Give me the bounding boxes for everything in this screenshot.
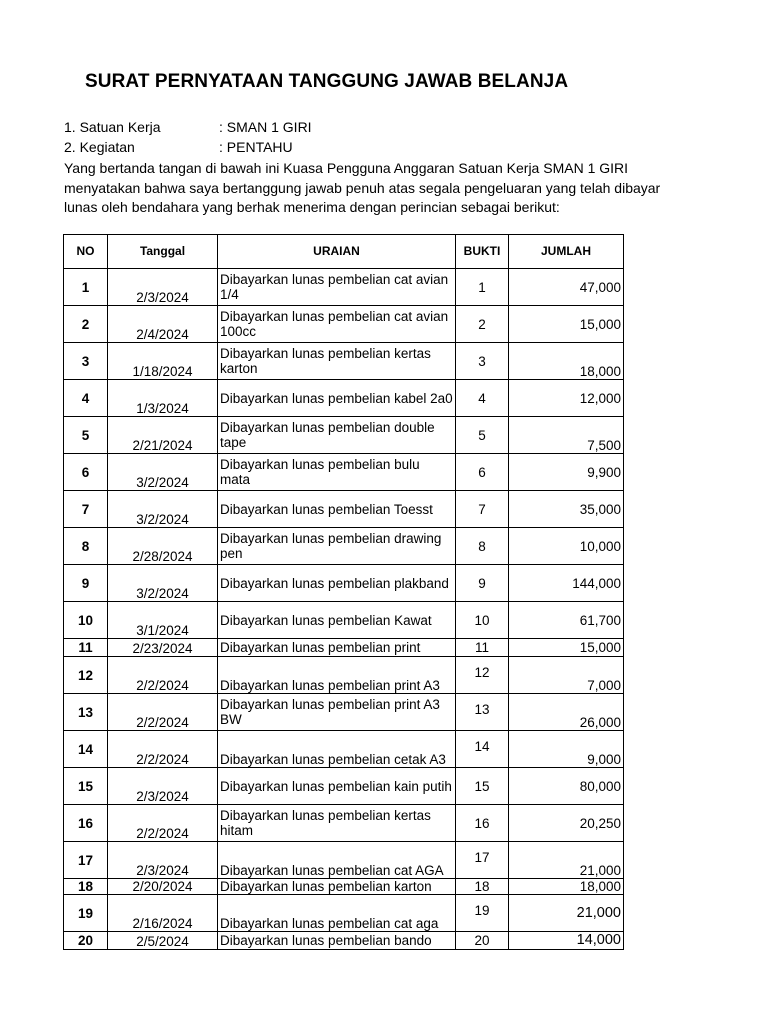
row-tanggal: 2/21/2024 <box>108 417 218 454</box>
kegiatan-label: 2. Kegiatan <box>64 139 135 155</box>
table-row <box>64 842 624 879</box>
header-no: NO <box>64 235 108 269</box>
row-uraian: Dibayarkan lunas pembelian print <box>218 639 456 657</box>
table-row <box>64 306 624 343</box>
row-jumlah: 35,000 <box>509 491 624 528</box>
row-tanggal: 2/4/2024 <box>108 306 218 343</box>
row-tanggal: 2/2/2024 <box>108 805 218 842</box>
row-jumlah: 9,900 <box>509 454 624 491</box>
table-row <box>64 565 624 602</box>
row-uraian: Dibayarkan lunas pembelian Toesst <box>218 491 456 528</box>
row-jumlah: 144,000 <box>509 565 624 602</box>
row-uraian: Dibayarkan lunas pembelian cat avian 100cc <box>218 306 456 343</box>
row-no: 16 <box>64 805 108 842</box>
row-tanggal: 2/3/2024 <box>108 768 218 805</box>
row-bukti: 20 <box>456 932 509 950</box>
table-row <box>64 639 624 657</box>
row-bukti: 9 <box>456 565 509 602</box>
statement-line: Yang bertanda tangan di bawah ini Kuasa Pengguna Anggaran Satuan Kerja SMAN 1 GIRI <box>64 160 629 176</box>
row-no: 9 <box>64 565 108 602</box>
document-title: SURAT PERNYATAAN TANGGUNG JAWAB BELANJA <box>85 71 569 92</box>
row-jumlah: 21,000 <box>509 842 624 879</box>
row-jumlah: 9,000 <box>509 731 624 768</box>
row-bukti: 4 <box>456 380 509 417</box>
row-jumlah: 15,000 <box>509 306 624 343</box>
row-bukti: 8 <box>456 528 509 565</box>
row-uraian: Dibayarkan lunas pembelian bulu mata <box>218 454 456 491</box>
row-no: 6 <box>64 454 108 491</box>
table-row <box>64 380 624 417</box>
header-bukti: BUKTI <box>456 235 509 269</box>
row-tanggal: 3/1/2024 <box>108 602 218 639</box>
table-row <box>64 417 624 454</box>
row-no: 15 <box>64 768 108 805</box>
row-tanggal: 3/2/2024 <box>108 491 218 528</box>
row-uraian: Dibayarkan lunas pembelian plakband <box>218 565 456 602</box>
row-uraian: Dibayarkan lunas pembelian kabel 2a0 <box>218 380 456 417</box>
table-row <box>64 528 624 565</box>
row-no: 13 <box>64 694 108 731</box>
row-jumlah: 15,000 <box>509 639 624 657</box>
row-jumlah: 14,000 <box>509 932 624 950</box>
row-no: 7 <box>64 491 108 528</box>
table-row <box>64 269 624 306</box>
row-no: 10 <box>64 602 108 639</box>
table-row <box>64 694 624 731</box>
row-no: 3 <box>64 343 108 380</box>
row-uraian: Dibayarkan lunas pembelian print A3 BW <box>218 694 456 731</box>
row-jumlah: 80,000 <box>509 768 624 805</box>
row-bukti: 16 <box>456 805 509 842</box>
satuan-kerja-label: 1. Satuan Kerja <box>64 119 161 135</box>
satuan-kerja-line <box>64 119 312 135</box>
satuan-kerja-value: : SMAN 1 GIRI <box>219 119 312 135</box>
row-bukti: 7 <box>456 491 509 528</box>
row-tanggal: 3/2/2024 <box>108 565 218 602</box>
row-bukti: 14 <box>456 731 509 768</box>
row-uraian: Dibayarkan lunas pembelian Kawat <box>218 602 456 639</box>
row-tanggal: 2/16/2024 <box>108 895 218 932</box>
row-no: 19 <box>64 895 108 932</box>
row-bukti: 3 <box>456 343 509 380</box>
row-jumlah: 47,000 <box>509 269 624 306</box>
row-uraian: Dibayarkan lunas pembelian cat aga <box>218 895 456 932</box>
row-no: 12 <box>64 657 108 694</box>
row-no: 1 <box>64 269 108 306</box>
table-header-row <box>64 235 624 269</box>
row-bukti: 1 <box>456 269 509 306</box>
row-bukti: 5 <box>456 417 509 454</box>
row-uraian: Dibayarkan lunas pembelian drawing pen <box>218 528 456 565</box>
row-no: 5 <box>64 417 108 454</box>
header-tanggal: Tanggal <box>108 235 218 269</box>
row-tanggal: 3/2/2024 <box>108 454 218 491</box>
header-jumlah: JUMLAH <box>509 235 624 269</box>
header-uraian: URAIAN <box>218 235 456 269</box>
kegiatan-value: : PENTAHU <box>219 139 293 155</box>
table-row <box>64 343 624 380</box>
row-bukti: 17 <box>456 842 509 879</box>
row-jumlah: 12,000 <box>509 380 624 417</box>
row-uraian: Dibayarkan lunas pembelian kertas karton <box>218 343 456 380</box>
row-uraian: Dibayarkan lunas pembelian double tape <box>218 417 456 454</box>
row-tanggal: 2/3/2024 <box>108 842 218 879</box>
row-tanggal: 1/3/2024 <box>108 380 218 417</box>
row-no: 4 <box>64 380 108 417</box>
row-tanggal: 2/2/2024 <box>108 694 218 731</box>
row-uraian: Dibayarkan lunas pembelian kertas hitam <box>218 805 456 842</box>
row-bukti: 10 <box>456 602 509 639</box>
row-tanggal: 2/28/2024 <box>108 528 218 565</box>
row-bukti: 11 <box>456 639 509 657</box>
row-jumlah: 20,250 <box>509 805 624 842</box>
row-jumlah: 18,000 <box>509 879 624 895</box>
row-bukti: 6 <box>456 454 509 491</box>
row-jumlah: 61,700 <box>509 602 624 639</box>
row-bukti: 2 <box>456 306 509 343</box>
row-no: 20 <box>64 932 108 950</box>
expense-table <box>63 234 624 950</box>
row-uraian: Dibayarkan lunas pembelian print A3 <box>218 657 456 694</box>
row-no: 8 <box>64 528 108 565</box>
kegiatan-line <box>64 139 293 155</box>
row-bukti: 19 <box>456 895 509 932</box>
table-row <box>64 768 624 805</box>
row-no: 2 <box>64 306 108 343</box>
row-uraian: Dibayarkan lunas pembelian cetak A3 <box>218 731 456 768</box>
row-no: 14 <box>64 731 108 768</box>
table-row <box>64 454 624 491</box>
row-no: 11 <box>64 639 108 657</box>
row-tanggal: 2/5/2024 <box>108 932 218 950</box>
row-jumlah: 18,000 <box>509 343 624 380</box>
row-bukti: 13 <box>456 694 509 731</box>
table-row <box>64 932 624 950</box>
row-jumlah: 7,500 <box>509 417 624 454</box>
statement-line: lunas oleh bendahara yang berhak menerima dengan perincian sebagai berikut: <box>64 199 560 215</box>
row-bukti: 18 <box>456 879 509 895</box>
table-row <box>64 491 624 528</box>
row-tanggal: 1/18/2024 <box>108 343 218 380</box>
table-row <box>64 805 624 842</box>
row-no: 17 <box>64 842 108 879</box>
row-tanggal: 2/20/2024 <box>108 879 218 895</box>
row-uraian: Dibayarkan lunas pembelian cat AGA <box>218 842 456 879</box>
row-no: 18 <box>64 879 108 895</box>
row-uraian: Dibayarkan lunas pembelian cat avian 1/4 <box>218 269 456 306</box>
table-row <box>64 879 624 895</box>
row-jumlah: 21,000 <box>509 895 624 932</box>
row-jumlah: 7,000 <box>509 657 624 694</box>
row-tanggal: 2/2/2024 <box>108 657 218 694</box>
row-uraian: Dibayarkan lunas pembelian kain putih <box>218 768 456 805</box>
table-row <box>64 657 624 694</box>
row-tanggal: 2/2/2024 <box>108 731 218 768</box>
row-tanggal: 2/23/2024 <box>108 639 218 657</box>
row-bukti: 15 <box>456 768 509 805</box>
statement-line: menyatakan bahwa saya bertanggung jawab penuh atas segala pengeluaran yang telah dibayar <box>64 179 661 196</box>
row-jumlah: 10,000 <box>509 528 624 565</box>
row-bukti: 12 <box>456 657 509 694</box>
table-row <box>64 602 624 639</box>
row-tanggal: 2/3/2024 <box>108 269 218 306</box>
table-row <box>64 731 624 768</box>
row-jumlah: 26,000 <box>509 694 624 731</box>
table-row <box>64 895 624 932</box>
row-uraian: Dibayarkan lunas pembelian karton <box>218 879 456 895</box>
statement-paragraph <box>64 159 684 218</box>
row-uraian: Dibayarkan lunas pembelian bando <box>218 932 456 950</box>
